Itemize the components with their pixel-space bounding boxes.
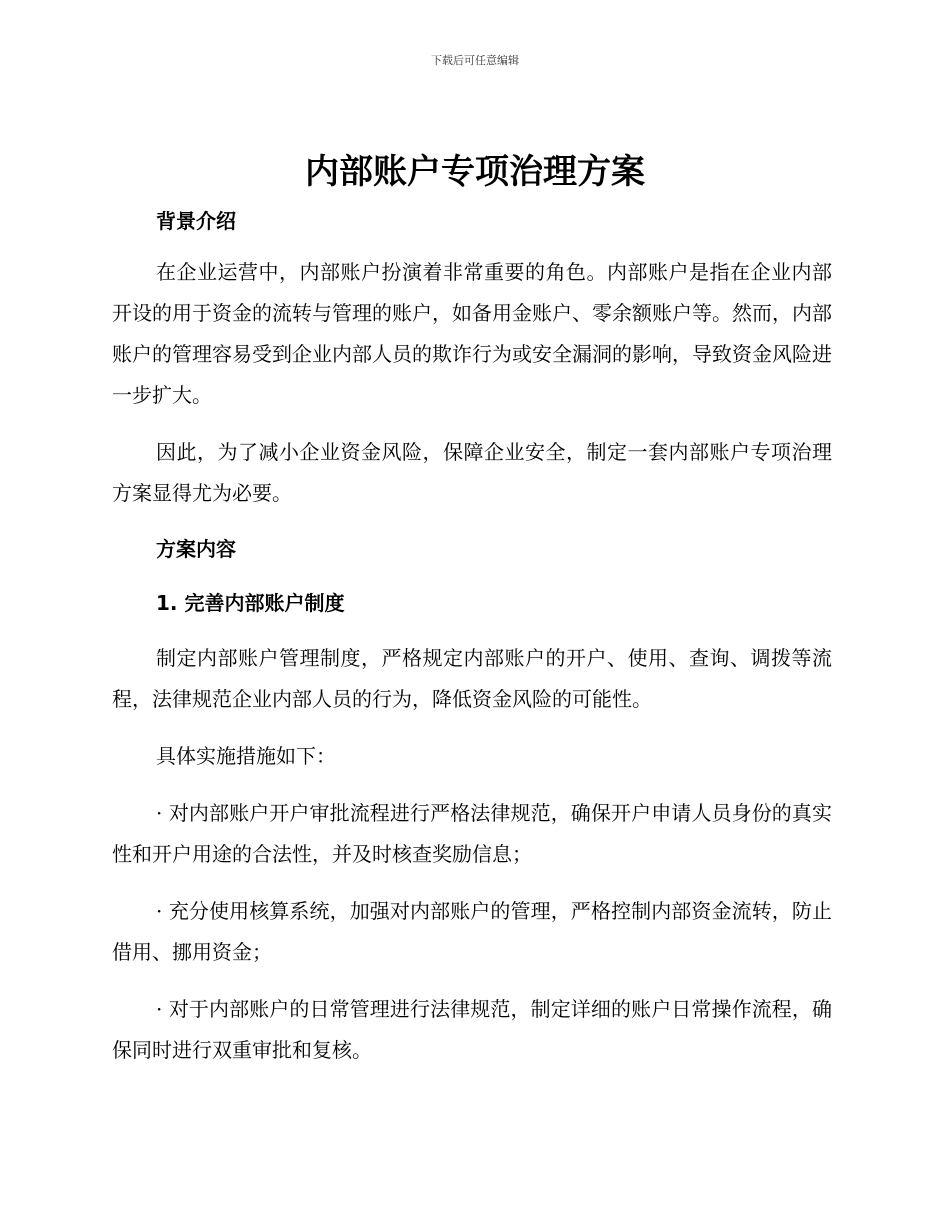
paragraph-background-1: 在企业运营中，内部账户扮演着非常重要的角色。内部账户是指在企业内部开设的用于资金的流转与管理的账户，如备用金账户、零余额账户等。然而，内部账户的管理容易受到企业内部人员的欺诈行为或安全漏洞的影响，导致资金风险进一步扩大。 — [112, 260, 832, 407]
paragraph-sub1-1: 制定内部账户管理制度，严格规定内部账户的开户、使用、查询、调拨等流程，法律规范企业内部人员的行为，降低资金风险的可能性。 — [112, 646, 832, 711]
paragraph-background-2: 因此，为了减小企业资金风险，保障企业安全，制定一套内部账户专项治理方案显得尤为必要。 — [112, 440, 832, 505]
bullet-item-2: · 充分使用核算系统，加强对内部账户的管理，严格控制内部资金流转，防止借用、挪用资金； — [112, 899, 832, 964]
document-title: 内部账户专项治理方案 — [305, 152, 645, 192]
section-heading-plan: 方案内容 — [156, 537, 236, 561]
document-body — [112, 202, 832, 1071]
bullet-item-3: · 对于内部账户的日常管理进行法律规范，制定详细的账户日常操作流程，确保同时进行双重审批和复核。 — [112, 997, 832, 1062]
header-note: 下载后可任意编辑 — [431, 54, 519, 67]
bullet-item-1: · 对内部账户开户审批流程进行严格法律规范，确保开户申请人员身份的真实性和开户用途的合法性，并及时核查奖励信息； — [112, 801, 832, 866]
subsection-heading-1: 1. 完善内部账户制度 — [156, 591, 345, 615]
section-heading-background: 背景介绍 — [156, 209, 236, 233]
paragraph-sub1-2: 具体实施措施如下： — [156, 744, 336, 768]
